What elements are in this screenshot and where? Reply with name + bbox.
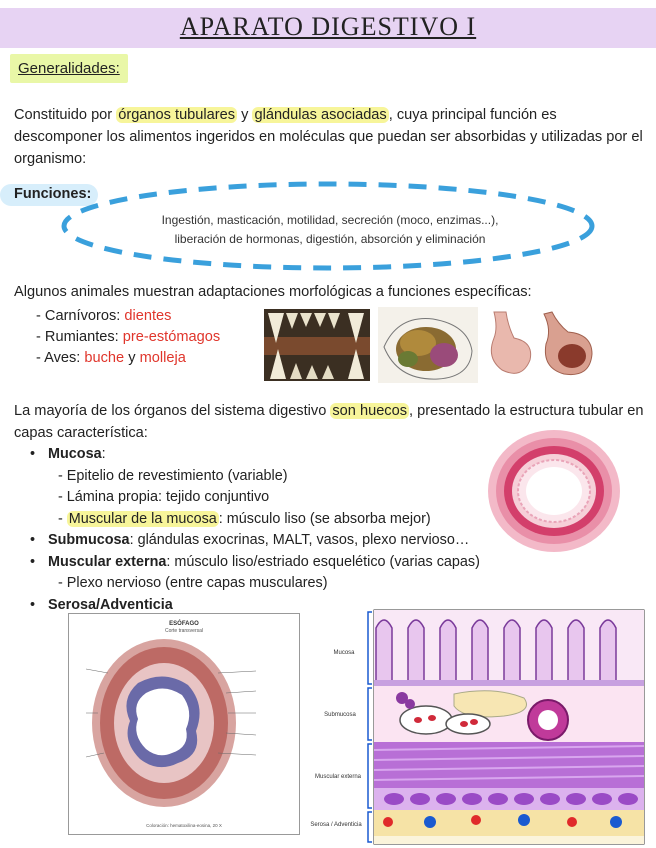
intro-paragraph xyxy=(14,104,644,170)
esophagus-subheading: Corte transversal xyxy=(164,628,204,634)
label-submucosa: Submucosa xyxy=(324,712,356,718)
intro-text-2: y xyxy=(237,107,253,123)
highlight-organos-tubulares: órganos tubulares xyxy=(118,107,236,123)
label-serosa: Serosa / Adventicia xyxy=(310,822,362,828)
layer-desc: : glándulas exocrinas, MALT, vasos, plexo nervioso… xyxy=(129,532,470,548)
layer-name: Submucosa xyxy=(48,532,130,548)
crop-image xyxy=(484,308,536,380)
intro-text-3: , cuya principal función es descomponer los alimentos ingeridos en moléculas que puedan ser absorbidas y utilizadas por el organismo: xyxy=(14,107,643,167)
layer-submucosa xyxy=(30,530,480,552)
section-label: Generalidades: xyxy=(10,54,128,83)
list-item-red: buche xyxy=(84,350,125,366)
layer-name: Serosa/Adventicia xyxy=(48,596,173,613)
bullet: • xyxy=(30,446,36,462)
esophagus-histology-image xyxy=(68,613,300,835)
list-item-prefix: - Carnívoros: xyxy=(36,308,125,324)
layer-muscular-externa xyxy=(30,552,480,574)
functions-line-2: liberación de hormonas, digestión, absorción y eliminación xyxy=(174,232,486,246)
layers-list xyxy=(30,444,480,616)
sub-item: - Epitelio de revestimiento (variable) xyxy=(58,467,288,484)
label-mucosa: Mucosa xyxy=(333,650,355,656)
functions-list xyxy=(115,211,545,249)
hollow-text-2: , presentado la estructura tubular en capas característica: xyxy=(14,403,644,441)
sub-item: - Plexo nervioso (entre capas musculares) xyxy=(58,575,328,591)
layer-name: Mucosa xyxy=(48,446,102,462)
layer-desc: : músculo liso/estriado esquelético (varias capas) xyxy=(166,553,480,570)
list-item xyxy=(36,348,220,369)
list-item xyxy=(36,306,220,327)
list-item xyxy=(36,327,220,348)
adaptations-intro: Algunos animales muestran adaptaciones morfológicas a funciones específicas: xyxy=(14,284,532,300)
list-item-red: molleja xyxy=(139,350,186,366)
bullet: • xyxy=(30,532,36,548)
sub-item: - Lámina propia: tejido conjuntivo xyxy=(58,489,270,505)
list-item-red: dientes xyxy=(124,308,172,324)
bullet: • xyxy=(30,553,36,570)
ruminant-stomach-image xyxy=(378,307,478,383)
sub-item-prefix: - xyxy=(58,510,67,527)
cross-section-image xyxy=(486,428,622,554)
list-item-prefix: - Aves: xyxy=(36,350,85,366)
highlight-muscular-mucosa: Muscular de la mucosa xyxy=(68,510,217,527)
teeth-image xyxy=(264,309,370,381)
list-item-prefix: - Rumiantes: xyxy=(36,329,123,345)
wall-layers-diagram xyxy=(304,608,650,846)
esophagus-caption: Coloración: hematoxilina-eosina, 20 X xyxy=(146,823,222,828)
bullet: • xyxy=(30,596,36,613)
highlight-son-huecos: son huecos xyxy=(332,403,408,419)
label-muscular-externa: Muscular externa xyxy=(314,774,362,780)
highlight-glandulas-asociadas: glándulas asociadas xyxy=(254,107,387,123)
list-item-mid: y xyxy=(124,350,140,366)
sub-item-rest: : músculo liso (se absorba mejor) xyxy=(218,510,431,527)
functions-line-1: Ingestión, masticación, motilidad, secreción (moco, enzimas...), xyxy=(161,213,499,227)
list-item-red: pre-estómagos xyxy=(122,329,221,345)
layer-name: Muscular externa xyxy=(48,553,167,570)
gizzard-image xyxy=(538,308,596,380)
hollow-text-1: La mayoría de los órganos del sistema digestivo xyxy=(14,403,331,419)
layer-mucosa xyxy=(30,444,480,466)
funciones-label: Funciones: xyxy=(14,186,92,202)
adaptations-list xyxy=(36,306,220,369)
esophagus-heading: ESÓFAGO xyxy=(169,621,199,627)
layer-colon: : xyxy=(101,446,106,462)
intro-text-1: Constituido por xyxy=(14,107,117,123)
sub-item xyxy=(30,509,480,531)
page-title: APARATO DIGESTIVO I xyxy=(179,12,477,41)
